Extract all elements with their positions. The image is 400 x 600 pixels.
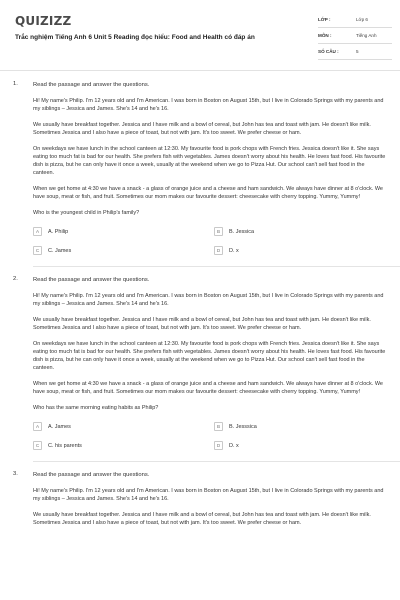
passage-paragraph: We usually have breakfast together. Jessica and I have milk and a bowl of cereal, but John has tea and toast with jam. He doesn't like milk. Sometimes Jessica and I also have a piece of toast, but not with jam. It's too sweet. We prefer cheese or ham. [33,317,371,331]
option-letter-box[interactable]: C [33,441,42,450]
passage-paragraph: On weekdays we have lunch in the school canteen at 12:30. My favourite food is pork chops with French fries. Jessica doesn't like it. She says eating too much fat is bad for our health. She prefers fish with vegetables. James doesn't worry about his health. He loves fast food. His favourite dish is pizza, but he can only have it once a week, usually at the weekend when we go to Pizza Hut. Our school can't sell fast food in the canteen. [33,146,386,176]
answer-options [33,421,400,462]
option-label: B. Jesssica [229,423,257,430]
passage-paragraph: We usually have breakfast together. Jessica and I have milk and a bowl of cereal, but John has tea and toast with jam. He doesn't like milk. Sometimes Jessica and I also have a piece of toast, but not with jam. It's too sweet. We prefer cheese or ham. [33,512,371,526]
option-label: B. Jessica [229,228,255,235]
option-label: A. James [48,423,71,430]
worksheet-meta-table [318,12,392,60]
option-label: D. x [229,247,239,254]
option-letter-box[interactable]: C [33,246,42,255]
question-text: Who is the youngest child in Philip's family? [33,210,140,216]
question-1 [0,72,400,267]
answer-option-d[interactable] [214,440,395,451]
answer-option-a[interactable] [33,421,214,432]
answer-option-d[interactable] [214,245,395,256]
passage-paragraph: On weekdays we have lunch in the school canteen at 12:30. My favourite food is pork chops with French fries. Jessica doesn't like it. She says eating too much fat is bad for our health. She prefers fish with vegetables. James doesn't worry about his health. He loves fast food. His favourite dish is pizza, but he can only have it once a week, usually at the weekend when we go to Pizza Hut. Our school can't sell fast food in the canteen. [33,341,386,371]
worksheet-title: Trắc nghiệm Tiếng Anh 6 Unit 5 Reading đọc hiểu: Food and Health có đáp án [15,34,255,41]
quizizz-logo: QUIZIZZ [15,14,72,28]
meta-value: Lớp 6 [356,17,368,22]
meta-row-subject [318,28,392,44]
meta-key: LỚP : [318,17,331,22]
question-list [0,72,400,535]
question-number: 3. [13,471,18,477]
answer-option-c[interactable] [33,245,214,256]
option-label: A. Philip [48,228,69,235]
option-letter-box[interactable]: B [214,227,223,236]
answer-option-b[interactable] [214,226,395,237]
meta-value: 5 [356,49,359,54]
question-text: Who has the same morning eating habits as Philip? [33,405,159,411]
passage-paragraph: When we get home at 4:30 we have a snack - a glass of orange juice and a cheese and ham sandwich. We always have dinner at 8 o'clock. We have soup, meat or fish, and fruit. Sometimes our mom makes our favourite dessert: cheesecake with cherry topping. Yummy, Yummy! [33,186,383,200]
passage-paragraph: Hi! My name's Philip. I'm 12 years old and I'm American. I was born in Boston on August 15th, but I live in Colorado Springs with my parents and my siblings – Jessica and James. She's 14 and he's 16. [33,293,384,307]
question-prompt: Read the passage and answer the questions. [33,82,150,88]
passage-paragraph: We usually have breakfast together. Jessica and I have milk and a bowl of cereal, but John has tea and toast with jam. He doesn't like milk. Sometimes Jessica and I also have a piece of toast, but not with jam. It's too sweet. We prefer cheese or ham. [33,122,371,136]
option-letter-box[interactable]: D [214,246,223,255]
option-letter-box[interactable]: A [33,227,42,236]
header-divider [0,70,400,71]
option-letter-box[interactable]: B [214,422,223,431]
answer-options [33,226,400,267]
meta-row-grade [318,12,392,28]
question-3 [0,462,400,527]
question-2 [0,267,400,462]
option-letter-box[interactable]: A [33,422,42,431]
question-prompt: Read the passage and answer the questions. [33,472,150,478]
worksheet-header [0,0,400,70]
question-number: 2. [13,276,18,282]
question-number: 1. [13,81,18,87]
answer-option-c[interactable] [33,440,214,451]
meta-key: MÔN : [318,33,332,38]
passage-paragraph: Hi! My name's Philip. I'm 12 years old and I'm American. I was born in Boston on August 15th, but I live in Colorado Springs with my parents and my siblings – Jessica and James. She's 14 and he's 16. [33,98,384,112]
meta-key: SỐ CÂU : [318,49,339,54]
answer-option-b[interactable] [214,421,395,432]
option-label: D. x [229,442,239,449]
passage-paragraph: Hi! My name's Philip. I'm 12 years old and I'm American. I was born in Boston on August 15th, but I live in Colorado Springs with my parents and my siblings – Jessica and James. She's 14 and he's 16. [33,488,384,502]
passage-paragraph: When we get home at 4:30 we have a snack - a glass of orange juice and a cheese and ham sandwich. We always have dinner at 8 o'clock. We have soup, meat or fish, and fruit. Sometimes our mom makes our favourite dessert: cheesecake with cherry topping. Yummy, Yummy! [33,381,383,395]
meta-row-question-count [318,44,392,60]
option-letter-box[interactable]: D [214,441,223,450]
answer-option-a[interactable] [33,226,214,237]
option-label: C. James [48,247,72,254]
meta-value: Tiếng Anh [356,33,377,38]
question-prompt: Read the passage and answer the questions. [33,277,150,283]
option-label: C. his parents [48,442,82,449]
